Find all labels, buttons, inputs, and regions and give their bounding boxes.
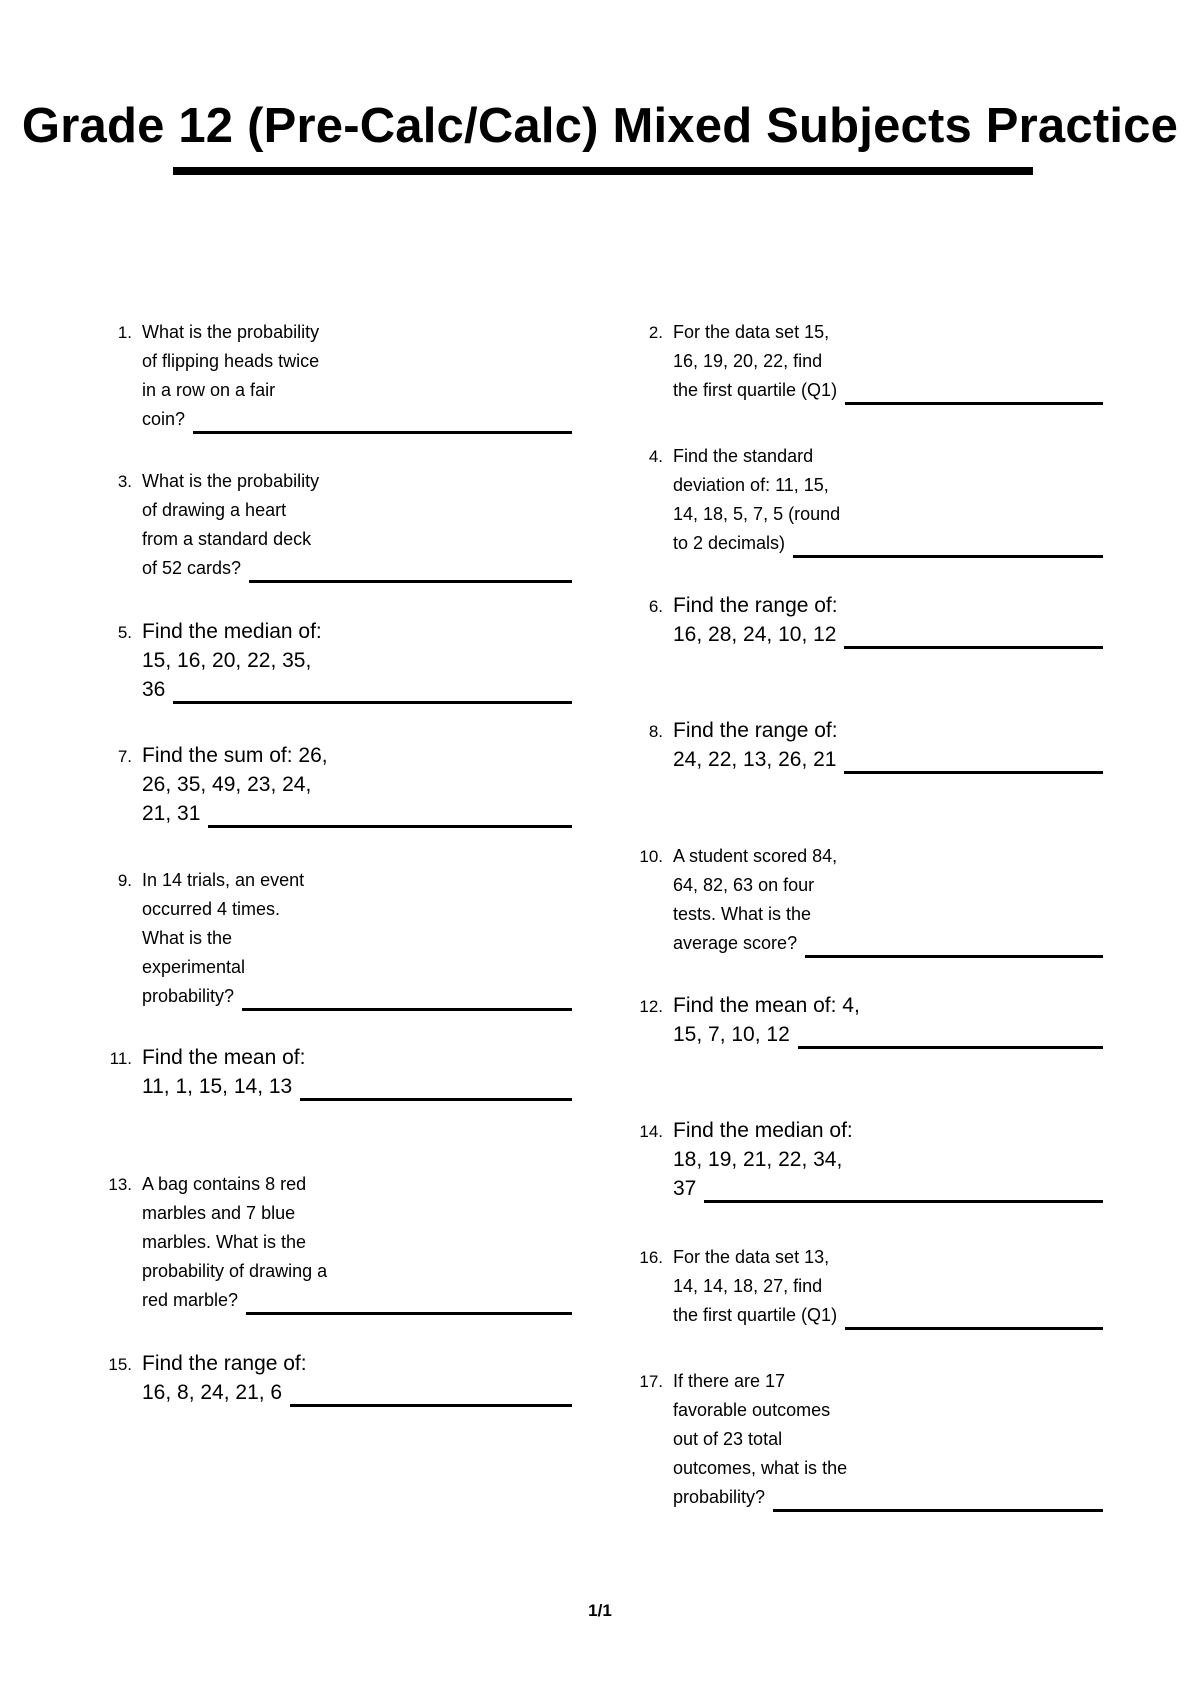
question-number: 16. — [639, 1248, 663, 1267]
question-text-line: Find the range of: — [142, 1352, 307, 1375]
question-text-line: 21, 31 — [142, 802, 201, 825]
question-text-line: red marble? — [142, 1290, 239, 1310]
question-text-line: A bag contains 8 red — [142, 1174, 307, 1194]
question-number: 8. — [648, 722, 663, 741]
question-text-line: 18, 19, 21, 22, 34, — [673, 1148, 843, 1171]
question-number: 5. — [117, 623, 132, 642]
question-text-line: 16, 19, 20, 22, find — [673, 351, 823, 371]
question-text-line: 24, 22, 13, 26, 21 — [673, 748, 837, 771]
answer-blank[interactable] — [793, 537, 1103, 558]
question-text-line: out of 23 total — [673, 1429, 783, 1449]
question-text-line: Find the mean of: 4, — [673, 994, 860, 1017]
answer-blank[interactable] — [844, 753, 1103, 774]
answer-blank[interactable] — [845, 384, 1103, 405]
question-number: 7. — [117, 747, 132, 766]
question-text-line: Find the median of: — [673, 1119, 853, 1142]
question-number: 1. — [117, 323, 132, 342]
question-text-line: from a standard deck — [142, 529, 312, 549]
answer-blank[interactable] — [704, 1182, 1103, 1203]
question-number: 2. — [648, 323, 663, 342]
question-number: 3. — [117, 472, 132, 491]
answer-blank[interactable] — [242, 990, 572, 1011]
answer-blank[interactable] — [208, 807, 572, 828]
page-title: Grade 12 (Pre-Calc/Calc) Mixed Subjects Practice — [21, 99, 1179, 153]
question-text-line: 26, 35, 49, 23, 24, — [142, 773, 312, 796]
question-text-line: In 14 trials, an event — [142, 870, 305, 890]
question-text-line: experimental — [142, 957, 246, 977]
question-text-line: 15, 7, 10, 12 — [673, 1023, 790, 1046]
question-number: 6. — [648, 597, 663, 616]
question-text-line: marbles. What is the — [142, 1232, 307, 1252]
question-text-line: Find the standard — [673, 446, 814, 466]
answer-blank[interactable] — [845, 1309, 1103, 1330]
question-text-line: average score? — [673, 933, 798, 953]
question-text-line: deviation of: 11, 15, — [673, 475, 829, 495]
question-number: 9. — [117, 871, 132, 890]
answer-blank[interactable] — [773, 1491, 1103, 1512]
question-text-line: What is the probability — [142, 322, 320, 342]
answer-blank[interactable] — [249, 562, 572, 583]
question-text-line: of 52 cards? — [142, 558, 242, 578]
question-text-line: If there are 17 — [673, 1371, 786, 1391]
question-text-line: For the data set 15, — [673, 322, 830, 342]
answer-blank[interactable] — [300, 1080, 572, 1101]
question-text-line: of flipping heads twice — [142, 351, 320, 371]
question-number: 13. — [108, 1175, 132, 1194]
question-text-line: probability? — [142, 986, 235, 1006]
question-text-line: 11, 1, 15, 14, 13 — [142, 1075, 293, 1098]
answer-blank[interactable] — [844, 628, 1103, 649]
question-text-line: For the data set 13, — [673, 1247, 830, 1267]
question-text-line: 36 — [142, 678, 166, 701]
question-number: 14. — [639, 1122, 663, 1141]
question-text-line: favorable outcomes — [673, 1400, 831, 1420]
question-text-line: Find the range of: — [673, 719, 838, 742]
question-text-line: Find the sum of: 26, — [142, 744, 328, 767]
answer-blank[interactable] — [193, 413, 572, 434]
question-text-line: What is the probability — [142, 471, 320, 491]
question-text-line: outcomes, what is the — [673, 1458, 848, 1478]
answer-blank[interactable] — [246, 1294, 572, 1315]
answer-blank[interactable] — [173, 683, 572, 704]
question-text-line: Find the mean of: — [142, 1046, 306, 1069]
answer-blank[interactable] — [798, 1028, 1103, 1049]
question-number: 11. — [109, 1049, 132, 1068]
question-number: 4. — [648, 447, 663, 466]
question-text-line: in a row on a fair — [142, 380, 276, 400]
question-text-line: Find the range of: — [673, 594, 838, 617]
question-text-line: 16, 28, 24, 10, 12 — [673, 623, 837, 646]
page-number: 1/1 — [588, 1601, 612, 1620]
question-text-line: 64, 82, 63 on four — [673, 875, 815, 895]
question-text-line: 14, 14, 18, 27, find — [673, 1276, 823, 1296]
question-text-line: 16, 8, 24, 21, 6 — [142, 1381, 283, 1404]
question-number: 10. — [639, 847, 663, 866]
question-number: 15. — [108, 1355, 132, 1374]
question-text-line: Find the median of: — [142, 620, 322, 643]
question-text-line: occurred 4 times. — [142, 899, 281, 919]
question-text-line: of drawing a heart — [142, 500, 287, 520]
title-underline — [173, 167, 1033, 175]
question-text-line: tests. What is the — [673, 904, 812, 924]
question-text-line: A student scored 84, — [673, 846, 838, 866]
question-text-line: marbles and 7 blue — [142, 1203, 296, 1223]
answer-blank[interactable] — [805, 937, 1103, 958]
question-text-line: coin? — [142, 409, 186, 429]
question-text-line: probability? — [673, 1487, 766, 1507]
question-text-line: probability of drawing a — [142, 1261, 328, 1281]
question-text-line: What is the — [142, 928, 233, 948]
question-text-line: 37 — [673, 1177, 697, 1200]
question-text-line: 15, 16, 20, 22, 35, — [142, 649, 312, 672]
question-text-line: to 2 decimals) — [673, 533, 786, 553]
question-number: 17. — [639, 1372, 663, 1391]
question-text-line: the first quartile (Q1) — [673, 380, 838, 400]
question-text-line: 14, 18, 5, 7, 5 (round — [673, 504, 841, 524]
question-text-line: the first quartile (Q1) — [673, 1305, 838, 1325]
question-number: 12. — [639, 997, 663, 1016]
answer-blank[interactable] — [290, 1386, 572, 1407]
